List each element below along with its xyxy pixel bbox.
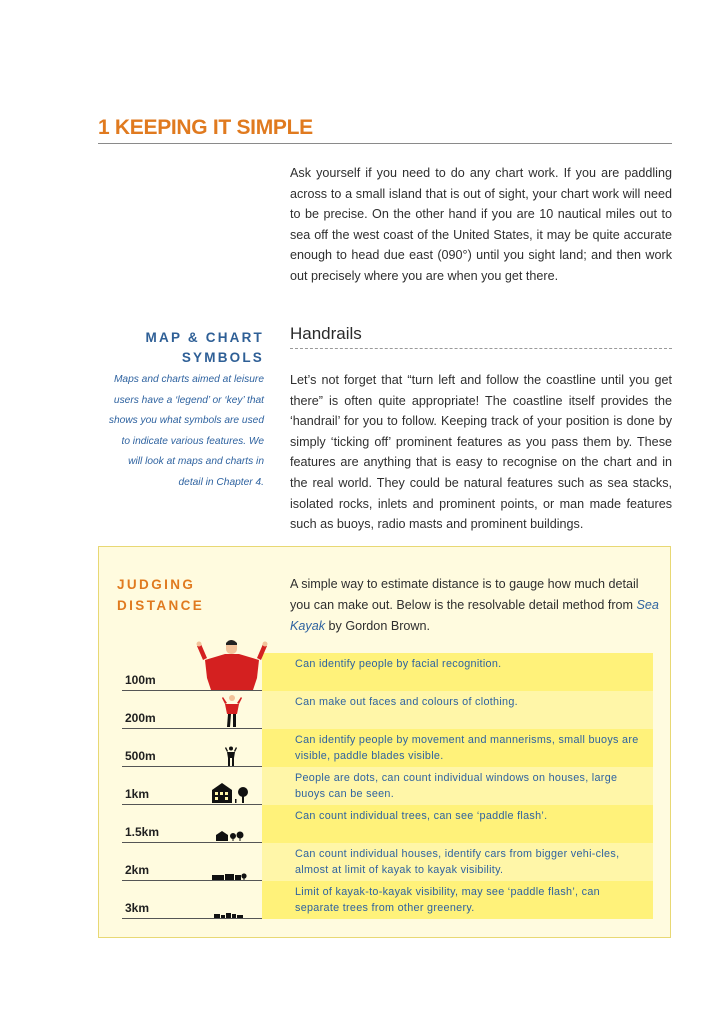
distance-label: 1.5km	[125, 825, 160, 839]
distance-description: Limit of kayak-to-kayak visibility, may see ‘paddle flash’, can separate trees from other greenery.	[295, 886, 600, 915]
intro-text-before: A simple way to estimate distance is to gauge how much detail you can make out. Below is the resolvable detail method from	[290, 577, 639, 612]
section-rule	[290, 348, 672, 349]
distance-description: Can count individual trees, can see ‘paddle flash’.	[295, 810, 548, 822]
distance-row	[117, 767, 653, 805]
person-small-icon	[225, 746, 237, 766]
intro-text-after: by Gordon Brown.	[325, 619, 431, 633]
distance-description: Can make out faces and colours of clothing.	[295, 696, 518, 708]
distance-row	[117, 843, 653, 881]
distance-label: 3km	[125, 901, 150, 915]
section-heading-handrails: Handrails	[290, 324, 362, 343]
person-large-icon	[195, 638, 269, 690]
distance-label: 200m	[125, 711, 156, 725]
intro-paragraph: Ask yourself if you need to do any chart work. If you are paddling across to a small island that is out of sight, your chart work will need to be precise. On the other hand if you are 10 nautical miles out to sea off the west coast of the United States, it may be quite accurate enough to head due east (090°) until you sight land; and then work out precisely where you are when you get there.	[290, 166, 672, 283]
distance-label: 2km	[125, 863, 150, 877]
judging-distance-heading: JUDGING DISTANCE	[117, 577, 205, 613]
distance-row	[117, 805, 653, 843]
distance-description: Can count individual houses, identify cars from bigger vehi-cles, almost at limit of kayak to kayak visibility.	[295, 848, 620, 877]
distance-row	[117, 691, 653, 729]
distance-description: Can identify people by movement and mannerisms, small buoys are visible, paddle blades visible.	[295, 734, 639, 763]
judging-distance-intro	[290, 574, 660, 637]
distance-description: Can identify people by facial recognition.	[295, 658, 502, 670]
houses-row-icon	[212, 872, 248, 880]
distance-row	[117, 881, 653, 919]
distance-row	[117, 729, 653, 767]
house-trees-icon	[211, 782, 251, 804]
person-medium-icon	[221, 694, 243, 728]
chapter-title: 1 KEEPING IT SIMPLE	[98, 116, 313, 139]
skyline-icon	[214, 912, 244, 918]
title-rule	[98, 143, 672, 144]
sidebar-heading: MAP & CHART SYMBOLS	[145, 330, 264, 365]
house-trees-small-icon	[215, 830, 245, 842]
row-underline	[122, 918, 262, 919]
distance-label: 500m	[125, 749, 156, 763]
distance-label: 1km	[125, 787, 150, 801]
sidebar-note: Maps and charts aimed at leisure users have a ‘legend’ or ‘key’ that shows you what symbols are used to indicate various features. We will look at maps and charts in detail in Chapter 4.	[108, 374, 264, 488]
distance-row	[117, 653, 653, 691]
handrails-paragraph: Let’s not forget that “turn left and follow the coastline until you get there” is often quite appropriate! The coastline itself provides the ‘handrail’ for you to follow. Keeping track of your position is done by simply ‘ticking off’ prominent features as you pass them by. These features are anything that is easy to recognise on the chart and in the real world. They could be natural features such as sea stacks, isolated rocks, inlets and prominent points, or man made features such as buoys, radio masts and prominent buildings.	[290, 373, 672, 532]
distance-label: 100m	[125, 673, 156, 687]
distance-description: People are dots, can count individual windows on houses, large buoys can be seen.	[295, 772, 618, 801]
book-title: Sea Kayak	[290, 598, 659, 633]
